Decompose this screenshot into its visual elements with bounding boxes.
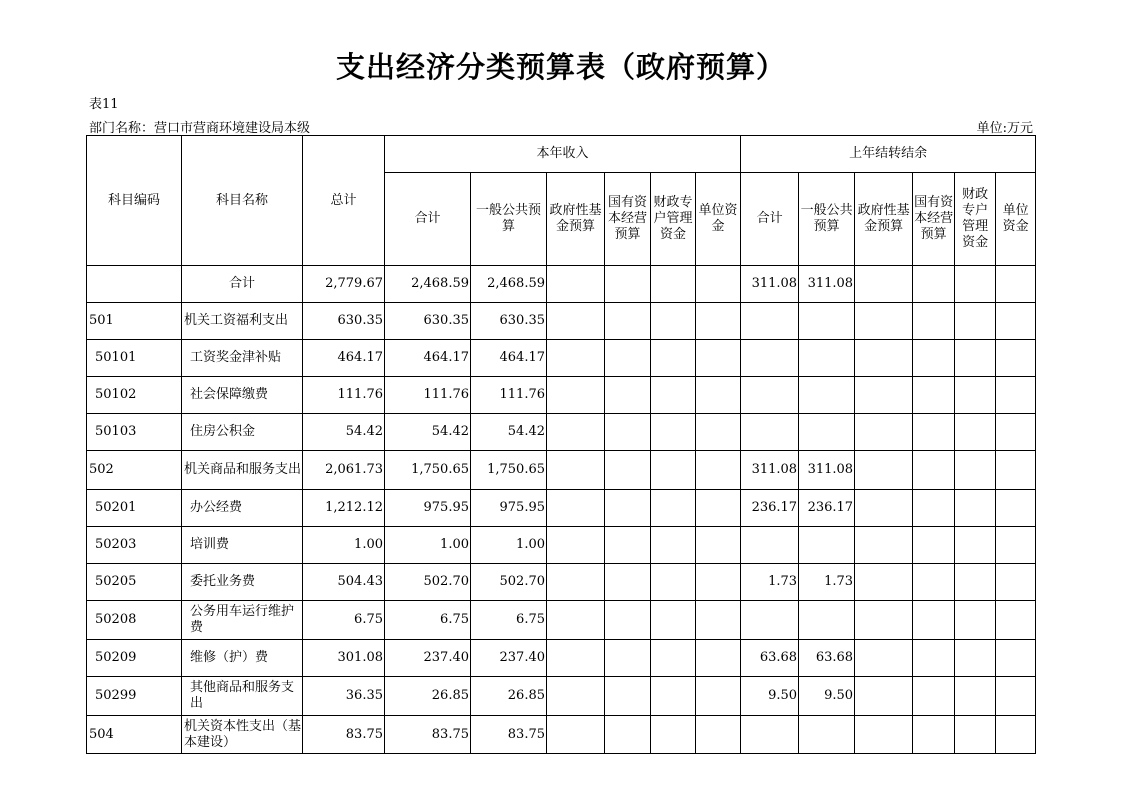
cell-sum: 6.75	[385, 601, 471, 640]
cell-cgf	[855, 601, 913, 640]
cell-uf	[696, 340, 741, 377]
header-carry-gov-fund: 政府性基金预算	[855, 173, 913, 266]
table-number: 表11	[89, 97, 119, 112]
cell-cuf	[996, 601, 1036, 640]
cell-gp: 54.42	[471, 414, 547, 451]
cell-csc	[913, 601, 955, 640]
cell-uf	[696, 564, 741, 601]
cell-name: 社会保障缴费	[182, 377, 303, 414]
cell-sc	[605, 716, 651, 754]
cell-fs	[651, 266, 696, 303]
cell-name: 机关资本性支出（基本建设）	[182, 716, 303, 754]
table-row	[87, 490, 1036, 527]
cell-fs	[651, 340, 696, 377]
header-state-capital: 国有资本经营预算	[605, 173, 651, 266]
cell-gf	[547, 527, 605, 564]
cell-uf	[696, 377, 741, 414]
cell-total: 6.75	[303, 601, 385, 640]
cell-cgp: 311.08	[799, 266, 855, 303]
cell-csum: 1.73	[741, 564, 799, 601]
cell-cgf	[855, 340, 913, 377]
cell-gf	[547, 414, 605, 451]
cell-sc	[605, 414, 651, 451]
table-row	[87, 677, 1036, 716]
cell-csc	[913, 414, 955, 451]
cell-cfs	[955, 377, 996, 414]
cell-fs	[651, 451, 696, 490]
cell-cgf	[855, 564, 913, 601]
cell-csum	[741, 414, 799, 451]
cell-name: 办公经费	[182, 490, 303, 527]
header-carry-general-public: 一般公共预算	[799, 173, 855, 266]
cell-cgp: 1.73	[799, 564, 855, 601]
cell-code: 50208	[87, 601, 182, 640]
cell-sc	[605, 527, 651, 564]
cell-cfs	[955, 451, 996, 490]
cell-code: 50102	[87, 377, 182, 414]
cell-name: 维修（护）费	[182, 640, 303, 677]
cell-cgf	[855, 640, 913, 677]
table-row	[87, 601, 1036, 640]
cell-gf	[547, 451, 605, 490]
cell-gf	[547, 377, 605, 414]
cell-code: 501	[87, 303, 182, 340]
cell-gf	[547, 640, 605, 677]
cell-sum: 975.95	[385, 490, 471, 527]
cell-cgp	[799, 303, 855, 340]
cell-csc	[913, 451, 955, 490]
header-general-public: 一般公共预算	[471, 173, 547, 266]
cell-gp: 6.75	[471, 601, 547, 640]
cell-gp: 502.70	[471, 564, 547, 601]
cell-code: 50203	[87, 527, 182, 564]
cell-cgp	[799, 414, 855, 451]
cell-cuf	[996, 716, 1036, 754]
cell-uf	[696, 601, 741, 640]
cell-csc	[913, 564, 955, 601]
cell-cgp: 9.50	[799, 677, 855, 716]
header-code: 科目编码	[87, 136, 182, 266]
header-carry-unit-funds: 单位资金	[996, 173, 1036, 266]
cell-cgp: 311.08	[799, 451, 855, 490]
cell-sum: 26.85	[385, 677, 471, 716]
page-title: 支出经济分类预算表（政府预算）	[335, 50, 786, 84]
cell-gp: 111.76	[471, 377, 547, 414]
cell-code: 50299	[87, 677, 182, 716]
cell-gp: 26.85	[471, 677, 547, 716]
table-row	[87, 451, 1036, 490]
table-row	[87, 716, 1036, 754]
cell-total: 2,061.73	[303, 451, 385, 490]
table-row	[87, 340, 1036, 377]
cell-cgf	[855, 266, 913, 303]
cell-sc	[605, 640, 651, 677]
cell-fs	[651, 677, 696, 716]
department-name: 部门名称：营口市营商环境建设局本级	[89, 121, 311, 136]
cell-total: 83.75	[303, 716, 385, 754]
cell-cgf	[855, 677, 913, 716]
cell-cgp: 63.68	[799, 640, 855, 677]
cell-csum: 311.08	[741, 451, 799, 490]
cell-sc	[605, 564, 651, 601]
cell-sum: 464.17	[385, 340, 471, 377]
cell-sc	[605, 677, 651, 716]
cell-cgf	[855, 377, 913, 414]
cell-name: 公务用车运行维护费	[182, 601, 303, 640]
cell-cgp	[799, 340, 855, 377]
cell-uf	[696, 414, 741, 451]
cell-sc	[605, 303, 651, 340]
header-carry-fiscal-special: 财政专户管理资金	[955, 173, 996, 266]
cell-cuf	[996, 414, 1036, 451]
cell-sum: 1,750.65	[385, 451, 471, 490]
cell-gp: 630.35	[471, 303, 547, 340]
cell-cgp	[799, 527, 855, 564]
header-carry-state-capital: 国有资本经营预算	[913, 173, 955, 266]
cell-cuf	[996, 377, 1036, 414]
cell-cgp	[799, 377, 855, 414]
cell-csc	[913, 527, 955, 564]
cell-total: 504.43	[303, 564, 385, 601]
cell-cfs	[955, 564, 996, 601]
cell-sum: 630.35	[385, 303, 471, 340]
cell-code: 50201	[87, 490, 182, 527]
cell-csc	[913, 640, 955, 677]
cell-cgf	[855, 490, 913, 527]
cell-csum: 63.68	[741, 640, 799, 677]
header-fiscal-special: 财政专户管理资金	[651, 173, 696, 266]
cell-csum: 9.50	[741, 677, 799, 716]
cell-sum: 2,468.59	[385, 266, 471, 303]
cell-gf	[547, 303, 605, 340]
cell-cgf	[855, 716, 913, 754]
cell-gp: 237.40	[471, 640, 547, 677]
cell-fs	[651, 564, 696, 601]
cell-gf	[547, 716, 605, 754]
cell-code: 504	[87, 716, 182, 754]
cell-name: 其他商品和服务支出	[182, 677, 303, 716]
cell-cgf	[855, 527, 913, 564]
cell-gp: 1,750.65	[471, 451, 547, 490]
cell-sc	[605, 490, 651, 527]
cell-csum	[741, 716, 799, 754]
cell-total: 1,212.12	[303, 490, 385, 527]
header-gov-fund: 政府性基金预算	[547, 173, 605, 266]
cell-uf	[696, 451, 741, 490]
cell-cgp	[799, 601, 855, 640]
cell-total: 111.76	[303, 377, 385, 414]
cell-fs	[651, 490, 696, 527]
table-row	[87, 640, 1036, 677]
cell-fs	[651, 601, 696, 640]
cell-uf	[696, 716, 741, 754]
header-current-income: 本年收入	[385, 136, 741, 173]
cell-total: 36.35	[303, 677, 385, 716]
cell-name: 合计	[182, 266, 303, 303]
cell-csc	[913, 303, 955, 340]
cell-name: 培训费	[182, 527, 303, 564]
cell-sc	[605, 266, 651, 303]
header-unit-funds: 单位资金	[696, 173, 741, 266]
cell-fs	[651, 527, 696, 564]
cell-cgf	[855, 451, 913, 490]
cell-fs	[651, 377, 696, 414]
cell-total: 301.08	[303, 640, 385, 677]
header-carry-sum: 合计	[741, 173, 799, 266]
cell-uf	[696, 490, 741, 527]
cell-cfs	[955, 303, 996, 340]
cell-cfs	[955, 716, 996, 754]
cell-cgp: 236.17	[799, 490, 855, 527]
cell-cuf	[996, 266, 1036, 303]
cell-name: 工资奖金津补贴	[182, 340, 303, 377]
cell-cuf	[996, 564, 1036, 601]
header-total: 总计	[303, 136, 385, 266]
table-row	[87, 266, 1036, 303]
cell-csc	[913, 677, 955, 716]
cell-name: 住房公积金	[182, 414, 303, 451]
cell-gf	[547, 677, 605, 716]
cell-cuf	[996, 677, 1036, 716]
cell-csum: 236.17	[741, 490, 799, 527]
cell-uf	[696, 677, 741, 716]
cell-sc	[605, 601, 651, 640]
table-row	[87, 564, 1036, 601]
cell-csum	[741, 527, 799, 564]
cell-csc	[913, 716, 955, 754]
cell-uf	[696, 527, 741, 564]
cell-code: 502	[87, 451, 182, 490]
cell-gp: 2,468.59	[471, 266, 547, 303]
cell-csc	[913, 377, 955, 414]
unit-label: 单位:万元	[976, 121, 1033, 136]
cell-name: 机关工资福利支出	[182, 303, 303, 340]
table-row	[87, 414, 1036, 451]
cell-fs	[651, 303, 696, 340]
cell-code: 50205	[87, 564, 182, 601]
cell-cfs	[955, 640, 996, 677]
cell-cfs	[955, 527, 996, 564]
cell-uf	[696, 640, 741, 677]
cell-sum: 54.42	[385, 414, 471, 451]
cell-cuf	[996, 303, 1036, 340]
cell-csum	[741, 303, 799, 340]
cell-sum: 111.76	[385, 377, 471, 414]
cell-cfs	[955, 601, 996, 640]
cell-total: 54.42	[303, 414, 385, 451]
cell-sum: 83.75	[385, 716, 471, 754]
cell-csum	[741, 601, 799, 640]
cell-cuf	[996, 451, 1036, 490]
cell-csc	[913, 490, 955, 527]
cell-uf	[696, 303, 741, 340]
cell-cgf	[855, 414, 913, 451]
cell-total: 1.00	[303, 527, 385, 564]
table-row	[87, 527, 1036, 564]
cell-cfs	[955, 266, 996, 303]
cell-sum: 1.00	[385, 527, 471, 564]
cell-csum: 311.08	[741, 266, 799, 303]
cell-cgf	[855, 303, 913, 340]
cell-code: 50103	[87, 414, 182, 451]
cell-cuf	[996, 340, 1036, 377]
cell-cuf	[996, 527, 1036, 564]
header-sum: 合计	[385, 173, 471, 266]
cell-csc	[913, 266, 955, 303]
cell-csc	[913, 340, 955, 377]
cell-code	[87, 266, 182, 303]
cell-csum	[741, 377, 799, 414]
cell-sum: 237.40	[385, 640, 471, 677]
cell-cuf	[996, 490, 1036, 527]
cell-csum	[741, 340, 799, 377]
cell-gf	[547, 340, 605, 377]
cell-gp: 83.75	[471, 716, 547, 754]
cell-gf	[547, 564, 605, 601]
cell-gp: 464.17	[471, 340, 547, 377]
cell-cuf	[996, 640, 1036, 677]
cell-gp: 975.95	[471, 490, 547, 527]
cell-sc	[605, 377, 651, 414]
cell-fs	[651, 716, 696, 754]
header-prior-carryover: 上年结转结余	[741, 136, 1036, 173]
cell-cgp	[799, 716, 855, 754]
cell-total: 2,779.67	[303, 266, 385, 303]
cell-fs	[651, 414, 696, 451]
cell-sum: 502.70	[385, 564, 471, 601]
cell-cfs	[955, 677, 996, 716]
cell-uf	[696, 266, 741, 303]
cell-cfs	[955, 490, 996, 527]
cell-total: 464.17	[303, 340, 385, 377]
cell-cfs	[955, 340, 996, 377]
cell-fs	[651, 640, 696, 677]
cell-cfs	[955, 414, 996, 451]
cell-gp: 1.00	[471, 527, 547, 564]
cell-sc	[605, 451, 651, 490]
cell-name: 委托业务费	[182, 564, 303, 601]
header-name: 科目名称	[182, 136, 303, 266]
cell-code: 50101	[87, 340, 182, 377]
cell-gf	[547, 490, 605, 527]
table-row	[87, 377, 1036, 414]
cell-total: 630.35	[303, 303, 385, 340]
cell-sc	[605, 340, 651, 377]
budget-table	[86, 135, 1036, 754]
cell-gf	[547, 601, 605, 640]
cell-gf	[547, 266, 605, 303]
cell-name: 机关商品和服务支出	[182, 451, 303, 490]
table-row	[87, 303, 1036, 340]
cell-code: 50209	[87, 640, 182, 677]
